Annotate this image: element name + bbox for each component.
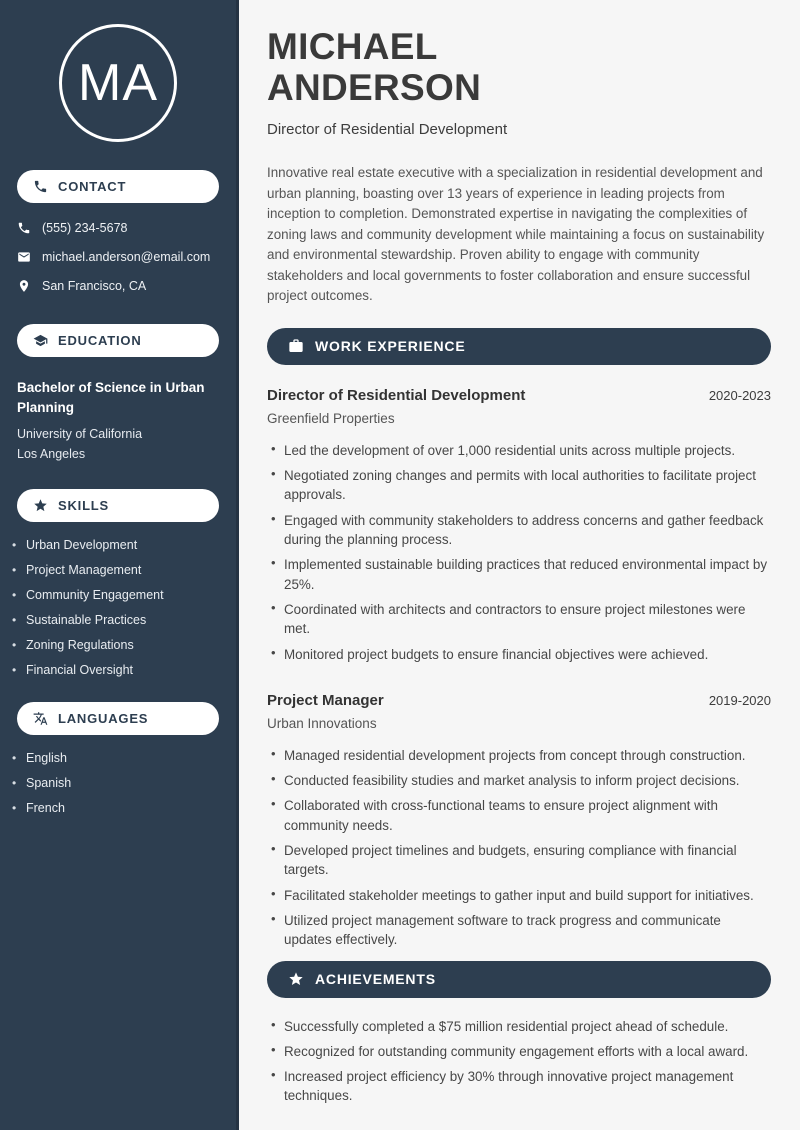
education-school-line1: University of California [17, 427, 143, 442]
work-experience-section-header [267, 328, 771, 365]
job-bullet: • Monitored project budgets to ensure financial objectives were achieved. [267, 645, 771, 664]
skill-item: • Urban Development [12, 538, 219, 552]
avatar [59, 24, 177, 142]
skills-list [0, 522, 236, 677]
phone-icon [17, 221, 31, 235]
mail-icon [17, 250, 31, 264]
contact-section-header [17, 170, 219, 203]
achievements-section-header [267, 961, 771, 998]
skill-item: • Financial Oversight [12, 663, 219, 677]
job-dates: 2019-2020 [708, 692, 771, 708]
job-bullet: • Led the development of over 1,000 residential units across multiple projects. [267, 441, 771, 460]
job-header [267, 692, 771, 709]
job-dates: 2020-2023 [708, 387, 771, 403]
job-role: Director of Residential Development [267, 386, 526, 404]
job-entry [267, 692, 771, 950]
education-entry [0, 357, 236, 464]
job-header [267, 387, 771, 404]
briefcase-icon [288, 338, 304, 354]
star-icon [33, 498, 48, 513]
education-header-label: EDUCATION [58, 333, 142, 348]
job-bullet: • Coordinated with architects and contractors to ensure project milestones were met. [267, 600, 771, 639]
location-pin-icon [17, 279, 31, 293]
contact-email-value: michael.anderson@email.com [42, 250, 211, 264]
education-degree: Bachelor of Science in Urban Planning [17, 380, 205, 415]
skill-item: • Project Management [12, 563, 219, 577]
job-bullet: • Conducted feasibility studies and market analysis to inform project decisions. [267, 771, 771, 790]
achievement-bullet: • Increased project efficiency by 30% through innovative project management techniques. [267, 1067, 771, 1106]
languages-section-header [17, 702, 219, 735]
professional-summary: Innovative real estate executive with a specialization in residential development and urban planning, boasting over 13 years of experience in leading projects from inception to completion. Demonstrated expertise in navigating the complexities of zoning laws and community development while maintaining a focus on sustainability and environmental stewardship. Proven ability to engage with community stakeholders and local governments to foster collaboration and ensure successful project outcomes. [267, 165, 765, 304]
job-bullet: • Utilized project management software to track progress and communicate updates effectively. [267, 911, 771, 950]
person-name-line2: ANDERSON [267, 66, 482, 108]
job-bullet: • Implemented sustainable building practices that reduced environmental impact by 25%. [267, 555, 771, 594]
avatar-initials: MA [78, 54, 158, 112]
skills-header-label: SKILLS [58, 497, 110, 513]
star-icon [288, 971, 304, 987]
contact-phone [17, 221, 219, 235]
achievements-list [267, 1017, 771, 1106]
phone-icon [33, 179, 48, 194]
job-bullet: • Facilitated stakeholder meetings to gather input and build support for initiatives. [267, 886, 771, 905]
job-role: Project Manager [267, 691, 384, 709]
job-bullet: • Negotiated zoning changes and permits with local authorities to facilitate project approvals. [267, 466, 771, 505]
skill-item: • Sustainable Practices [12, 613, 219, 627]
job-bullet-list [267, 746, 771, 950]
achievement-bullet: • Recognized for outstanding community engagement efforts with a local award. [267, 1042, 771, 1061]
sidebar [0, 0, 239, 1130]
contact-header-label: CONTACT [58, 179, 127, 194]
graduation-cap-icon [33, 333, 48, 348]
resume-main [239, 0, 800, 1130]
job-bullet: • Managed residential development projects from concept through construction. [267, 746, 771, 765]
languages-list [0, 735, 236, 815]
job-entry [267, 387, 771, 664]
language-item: • English [12, 751, 219, 765]
skills-section-header [17, 489, 219, 522]
language-item: • Spanish [12, 776, 219, 790]
skill-item: • Zoning Regulations [12, 638, 219, 652]
contact-list [0, 203, 236, 293]
job-bullet: • Developed project timelines and budgets, ensuring compliance with financial targets. [267, 841, 771, 880]
contact-email [17, 250, 219, 264]
contact-location-value: San Francisco, CA [42, 279, 147, 293]
achievements-header-label: ACHIEVEMENTS [315, 971, 436, 988]
job-company: Greenfield Properties [267, 410, 395, 426]
education-school [17, 425, 219, 464]
education-section-header [17, 324, 219, 357]
person-name [267, 27, 771, 108]
skill-item: • Community Engagement [12, 588, 219, 602]
job-bullet: • Collaborated with cross-functional teams to ensure project alignment with community needs. [267, 796, 771, 835]
education-school-line2: Los Angeles [17, 446, 86, 461]
contact-location [17, 279, 219, 293]
achievement-bullet: • Successfully completed a $75 million residential project ahead of schedule. [267, 1017, 771, 1036]
contact-phone-value: (555) 234-5678 [42, 221, 128, 235]
language-item: • French [12, 801, 219, 815]
job-bullet: • Engaged with community stakeholders to address concerns and gather feedback during the planning process. [267, 511, 771, 550]
person-name-line1: MICHAEL [267, 26, 438, 67]
translate-icon [33, 711, 48, 726]
person-job-title: Director of Residential Development [267, 121, 508, 139]
job-company: Urban Innovations [267, 715, 377, 731]
work-experience-header-label: WORK EXPERIENCE [315, 338, 466, 355]
job-bullet-list [267, 441, 771, 664]
languages-header-label: LANGUAGES [58, 710, 149, 726]
